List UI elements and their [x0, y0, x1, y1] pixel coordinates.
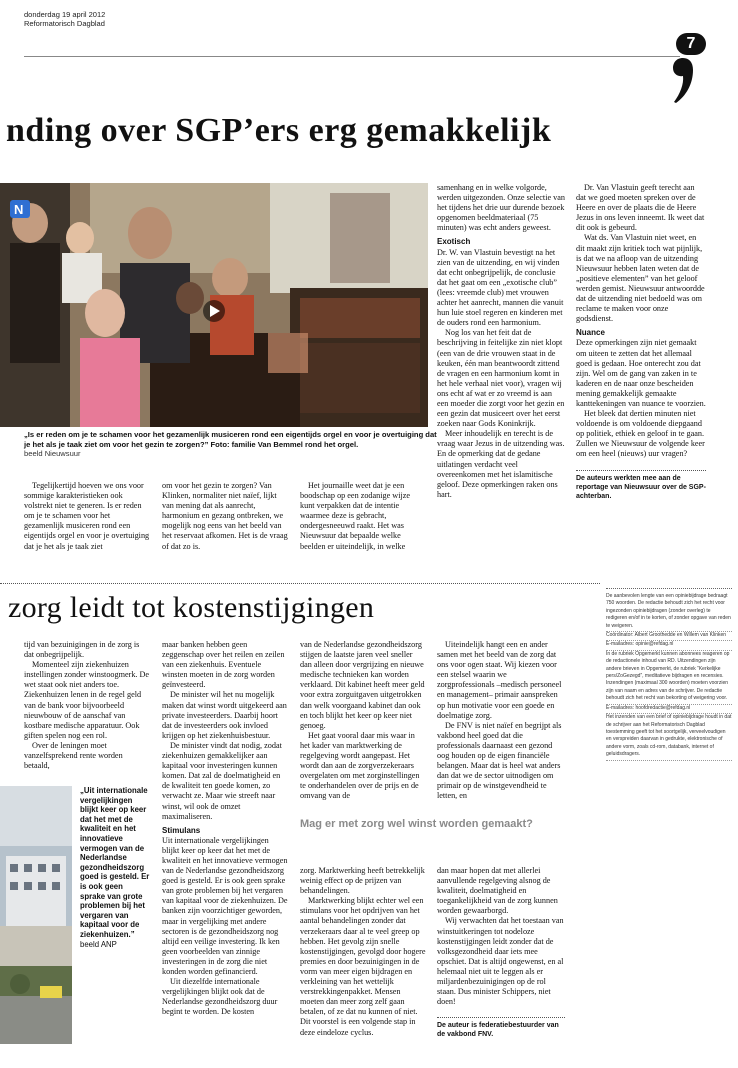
paragraph: om voor het gezin te zorgen? Van Klinken, normaliter niet naïef, lijkt van mening dat als aanrecht, harmonium en gezang ontbreken, we mogelijk nog eens van het beeld van het reservaat afkomen. Het is de vraag of dat zo is.	[162, 481, 288, 551]
header-rule	[24, 56, 680, 57]
paragraph: Momenteel zijn ziekenhuizen instellingen zonder winstoogmerk. De wet staat ook niet anders toe. Ziekenhuizen lenen in de regel geld van de bank voor bijvoorbeeld nieuwbouw of de aanschaf van kostbare medische apparatuur. Ook giften spelen nog een rol.	[24, 660, 150, 740]
article-photo[interactable]	[0, 183, 428, 427]
paragraph: Nog los van het feit dat de beschrijving in feitelijke zin niet klopt (een van de drie vrouwen staat in de keuken, één man beantwoordt zittend de vragen en een harmonium komt in het hele verhaal niet voor), vragen wij ons echt af wat er zo vreemd is aan een moeder die zorgt voor het gezin en een gezin dat musiceert over het eerst zoeken naar Gods Koninkrijk.	[437, 328, 565, 429]
opinion-sidebar	[606, 588, 732, 761]
article2-headline: zorg leidt tot kostenstijgingen	[8, 591, 375, 624]
paragraph: Wij verwachten dat het toestaan van winstuitkeringen tot nodeloze kostenstijgingen leidt zonder dat de volksgezondheid daar iets mee opschiet. Dat is altijd ongewenst, en al helemaal niet uit te leggen als er miljardenbezuinigingen op de rol staan. Dus minister Schippers, niet doen!	[437, 916, 564, 1007]
subheading-nuance: Nuance	[576, 328, 605, 338]
paragraph: maar banken hebben geen zeggenschap over het reilen en zeilen van een ziekenhuis. Eventuele winsten moeten in de zorg worden geïnvesteerd.	[162, 640, 285, 690]
article1-col2	[162, 481, 288, 552]
paragraph: dan maar hopen dat met allerlei aanvullende regelgeving alsnog de kwaliteit, doelmatigheid en toegankelijkheid van de zorg kunnen worden gewaarborgd.	[437, 866, 558, 916]
subheading-exotisch: Exotisch	[437, 237, 471, 247]
article2-byline: De auteur is federatiebestuurder van de vakbond FNV.	[437, 1017, 565, 1039]
quote-credit: beeld ANP	[80, 939, 117, 949]
quote-box	[80, 786, 150, 949]
paragraph: Uiteindelijk hangt een en ander samen met het beeld van de zorg dat ons voor ogen staat. Wij kiezen voor een stelsel waarin we zorgprofessionals –medisch personeel en management– primair aanspreken op hun motivatie voor een goede en doelmatige zorg.	[437, 640, 562, 720]
paragraph: Het gaat vooral daar mis waar in het kader van marktwerking de regelgeving wordt aangepast. Het wordt dan aan de zorgverzekeraars overgelaten om met zorginstellingen te onderhandelen over de prijs en de omvang van de	[300, 730, 420, 801]
paragraph: Deze opmerkingen zijn niet gemaakt om uiteen te zetten dat het allemaal goed is gedaan. Hoe onterecht zou dat zijn. Wel om de gang van zaken in te kaderen en de naar onze bescheiden mening gemakkelijk gemaakte kanttekeningen van nuance te voorzien.	[576, 338, 706, 408]
article1-col5	[576, 183, 706, 501]
article1-byline: De auteurs werkten mee aan de reportage van Nieuwsuur over de SGP-achterban.	[576, 470, 706, 501]
paragraph: Uit diezelfde internationale vergelijkingen blijkt ook dat de Nederlandse gezondheidszorg duur begint te worden. De kosten	[162, 977, 278, 1017]
sidebar-item: E-mailadres: hoofdredactie@refdag.nl	[606, 705, 732, 714]
paragraph: De minister vindt dat nodig, zodat ziekenhuizen gemakkelijker aan kapitaal voor investeringen kunnen komen. Dat zal de doelmatigheid en de kwaliteit ten goede komen, zo verwacht ze. Maar wie streeft naar winst, wil ook de omzet maximaliseren.	[162, 740, 282, 821]
sidebar-item: E-mailadres: opinie@refdag.nl	[606, 641, 732, 650]
comma-logo-icon	[672, 56, 694, 104]
paragraph: zorg. Marktwerking heeft betrekkelijk weinig effect op de prijzen van behandelingen.	[300, 866, 425, 896]
page-header	[24, 10, 105, 28]
sidebar-item: Coördinator: Albert Groothedde en Willem van Klinken	[606, 632, 732, 641]
paragraph: samenhang en in welke volgorde, werden uitgezonden. Onze selectie van het tijdens het drie uur durende bezoek opgenomen beeldmateriaal (75 minuten) was echt anders geweest.	[437, 183, 565, 233]
paragraph: Meer inhoudelijk en terecht is de vraag waar Jezus in de uitzending was. En de opmerking dat de gedane uitlatingen verdacht veel overeenkomen met het islamitische geloof. Deze opmerkingen raken ons hart.	[437, 429, 565, 499]
article2-col2	[162, 640, 288, 1017]
article1-col3	[300, 481, 426, 552]
section-divider	[0, 583, 600, 584]
header-date: donderdag 19 april 2012	[24, 10, 106, 19]
svg-text:N: N	[14, 202, 24, 217]
paragraph: Dr. W. van Vlastuin bevestigt na het zien van de uitzending, en wij vinden dat echt onbegrijpelijk, de conclusie dat het gaat om een „exotische club” (lees: vreemde club) met vrouwen achter het aanrecht, mannen die vanuit hun luie stoel regeren en kinderen met de ouders rond een harmonium.	[437, 247, 564, 328]
article2-col4	[437, 640, 565, 802]
paragraph: Marktwerking blijkt echter wel een stimulans voor het opdrijven van het aantal behandelingen zonder dat verzekeraars daar al te veel greep op hebben. Het gevolg zijn snelle kostenstijgingen, gevolgd door hogere premies en door bezuinigingen in de vorm van meer eigen bijdragen en verkleining van het wettelijk verstrekkingenpakket. Mensen moeten dan meer zorg zelf gaan betalen, of ze dat nu kunnen of niet. Dit voorstel is een volgende stap in deze eindeloze cyclus.	[300, 896, 426, 1037]
paragraph: tijd van bezuinigingen in de zorg is dat onbegrijpelijk.	[24, 640, 140, 660]
paragraph: Wat ds. Van Vlastuin niet weet, en dit maakt zijn kritiek toch wat pijnlijk, is dat we na afloop van de uitzending Nieuwsuur hebben laten weten dat de „positieve elementen” van het geloof werden gemist. Nieuwsuur antwoordde dat de uitzending niet bedoeld was om reclame te maken voor onze godsdienst.	[576, 233, 705, 324]
article2-col1	[24, 640, 150, 771]
article1-col4	[437, 183, 565, 500]
quote-text: „Uit internationale vergelijkingen blijkt keer op keer dat het met de kwaliteit en het innovatieve vermogen van de Nederlandse gezondheidszorg goed is gesteld. Er is ook geen sprake van grote problemen bij het vergaren van kapitaal voor de ziekenhuizen.”	[80, 786, 150, 939]
paragraph: Tegelijkertijd hoeven we ons voor sommige karakteristieken ook volstrekt niet te generen. Is er reden om je te schamen voor het gezamenlijk musiceren rond een eigentijds orgel en voor je overtuiging dat je het als je taak ziet	[24, 481, 150, 551]
pull-quote: Mag er met zorg wel winst worden gemaakt?	[300, 818, 533, 830]
paragraph: De minister wil het nu mogelijk maken dat winst wordt uitgekeerd aan private investeerders. Daarbij hoort dat de investeerders ook invloed krijgen op het ziekenhuisbestuur.	[162, 690, 287, 740]
hospital-photo	[0, 786, 72, 1044]
subheading-stimulans: Stimulans	[162, 825, 201, 835]
caption-text: „Is er reden om je te schamen voor het gezamenlijk musiceren rond een eigentijds orgel en voor je overtuiging dat je het als je taak ziet om voor het gezin te zorgen?” Foto: familie Van Bemmel rond het orgel.	[24, 430, 437, 449]
sidebar-item: Het inzenden van een brief of opiniebijdrage houdt in dat de schrijver aan het Reformatorisch Dagblad toestemming geeft tot het soortgelijk, verveelvoudigen en verspreiden daarvan in gedrukte, elektronische of andere vorm, zoals cd-rom, databank, internet of geluidsdragers.	[606, 714, 732, 760]
sidebar-item: In de rubriek Opgemerkt kunnen abonnees reageren op de redactionele inhoud van RD. Uitzendingen zijn andere brieven in Opgemerkt, de rubriek “Kerkelijke pers/ZoGezegd”, meditatieve bijdragen en recensies. Inzendingen (maximaal 300 woorden) moeten voorzien zijn van naam en adres van de schrijver. De redactie behoudt zich het recht van bekorting of weigering voor.	[606, 651, 732, 705]
paragraph: van de Nederlandse gezondheidszorg stijgen de laatste jaren veel sneller dan alleen door vergrijzing en nieuwe medische technieken kan worden verklaard. Dit kabinet heeft meer geld voor extra zorguitgaven uitgetrokken dan welk voorgaand kabinet dan ook en toch blijkt het keer op keer niet genoeg.	[300, 640, 425, 730]
caption-credit: beeld Nieuwsuur	[24, 449, 81, 458]
paragraph: Dr. Van Vlastuin geeft terecht aan dat we goed moeten spreken over de Heere en over de plaats die de Heere Jezus in ons leven inneemt. Ik weet dat dit ook is gebeurd.	[576, 183, 705, 233]
article2-col3b	[300, 866, 426, 1038]
paragraph: Het bleek dat dertien minuten niet voldoende is om voldoende diepgaand op politiek, ethiek en geloof in te gaan. Zullen we Nieuwsuur de volgende keer om een heel (nieuws) uur vragen?	[576, 409, 705, 459]
paragraph: Uit internationale vergelijkingen blijkt keer op keer dat het met de kwaliteit en het innovatieve vermogen van de Nederlandse gezondheidszorg goed is gesteld. Er is ook geen sprake van grote problemen bij het vergaren van kapitaal voor de ziekenhuizen. De banken zijn voorzichtiger geworden, maar in vergelijking met andere sectoren is de gezondheidszorg nog altijd een veilige investering. Ik ken geen voorbeelden van zinnige investeringen in de zorg die niet konden worden gefinancierd.	[162, 835, 288, 976]
header-paper: Reformatorisch Dagblad	[24, 19, 105, 28]
paragraph: De FNV is niet naïef en begrijpt als vakbond heel goed dat die professionals daarnaast een gezond oog houden op de eigen financiële belangen. Maar dat is heel wat anders dan dat we de sector uitnodigen om primair op de winstgevendheid te letten, en	[437, 720, 562, 801]
page-number: 7	[676, 33, 706, 55]
paragraph: Over de leningen moet vanzelfsprekend rente worden betaald,	[24, 740, 123, 771]
paragraph: Het journaille weet dat je een boodschap op een zodanige wijze kunt verpakken dat de intentie waarmee deze is gebracht, ondergesneeuwd raakt. Het was Nieuwsuur dat bepaalde welke beelden er uiteindelijk, in welke	[300, 481, 411, 551]
article1-col1	[24, 481, 150, 552]
article2-col4b	[437, 866, 565, 1039]
family-organ-photo	[0, 183, 428, 427]
sidebar-item: De aanbevolen lengte van een opiniebijdrage bedraagt 750 woorden. De redactie behoudt zich het recht voor ingezonden opiniebijdragen (zonder overleg) te redigeren en/of in te korten, of zonder opgave van reden te weigeren.	[606, 593, 732, 632]
article1-headline: nding over SGP’ers erg gemakkelijk	[6, 112, 552, 149]
photo-caption	[24, 430, 444, 459]
article2-col3	[300, 640, 426, 802]
